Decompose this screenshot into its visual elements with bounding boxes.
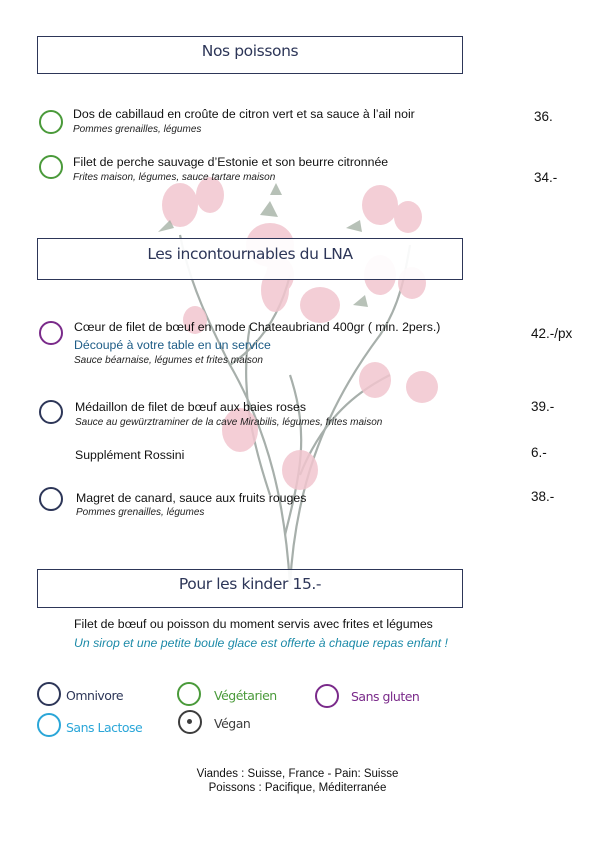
dish-name: Médaillon de filet de bœuf aux baies roses (75, 400, 307, 414)
section-title: Les incontournables du LNA (147, 245, 353, 263)
dish-description: Sauce au gewürztraminer de la cave Mirabilis, légumes, frites maison (75, 417, 383, 428)
legend-lactose-free: Sans Lactose (66, 720, 143, 735)
dish-price: 6.- (531, 445, 547, 460)
vegetarian-icon (39, 155, 63, 179)
dish-name: Cœur de filet de bœuf en mode Chateaubriand 400gr ( min. 2pers.) (74, 320, 441, 334)
vegan-icon (178, 710, 202, 734)
section-header-incontournables (37, 238, 463, 280)
gluten-free-icon (315, 684, 339, 708)
lactose-free-icon (37, 713, 61, 737)
legend-vegetarian: Végétarien (214, 688, 277, 703)
dish-description: Pommes grenailles, légumes (73, 124, 202, 135)
dish-price: 34.- (534, 170, 558, 185)
dish-price: 42.-/px (531, 326, 573, 341)
dish-price: 36. (534, 109, 553, 124)
kinder-offer: Un sirop et une petite boule glace est offerte à chaque repas enfant ! (74, 636, 448, 650)
dish-description: Pommes grenailles, légumes (76, 507, 205, 518)
origin-fish: Poissons : Pacifique, Méditerranée (208, 782, 387, 794)
section-header-poissons (37, 36, 463, 74)
dish-description: Frites maison, légumes, sauce tartare maison (73, 172, 276, 183)
dish-name: Filet de perche sauvage d’Estonie et son beurre citronnée (73, 155, 389, 169)
legend-vegan: Végan (214, 716, 251, 731)
omnivore-icon (39, 400, 63, 424)
omnivore-icon (39, 487, 63, 511)
section-title: Nos poissons (201, 42, 299, 60)
gluten-free-icon (39, 321, 63, 345)
dish-name: Magret de canard, sauce aux fruits rouges (76, 491, 307, 505)
legend-gluten-free: Sans gluten (351, 689, 420, 704)
dish-name: Dos de cabillaud en croûte de citron vert et sa sauce à l’ail noir (73, 107, 415, 121)
section-header-kinder (37, 569, 463, 608)
origin-meat: Viandes : Suisse, France - Pain: Suisse (196, 768, 399, 780)
dish-description: Sauce béarnaise, légumes et frites maison (74, 355, 263, 366)
dish-price: 38.- (531, 489, 555, 504)
kinder-description: Filet de bœuf ou poisson du moment servis avec frites et légumes (74, 617, 433, 631)
vegetarian-icon (177, 682, 201, 706)
dish-note: Découpé à votre table en un service (74, 338, 271, 352)
vegetarian-icon (39, 110, 63, 134)
dish-name: Supplément Rossini (75, 448, 185, 462)
section-title: Pour les kinder 15.- (178, 575, 322, 593)
dish-price: 39.- (531, 399, 555, 414)
legend-omnivore: Omnivore (66, 688, 124, 703)
vegan-dot (187, 719, 192, 724)
omnivore-icon (37, 682, 61, 706)
